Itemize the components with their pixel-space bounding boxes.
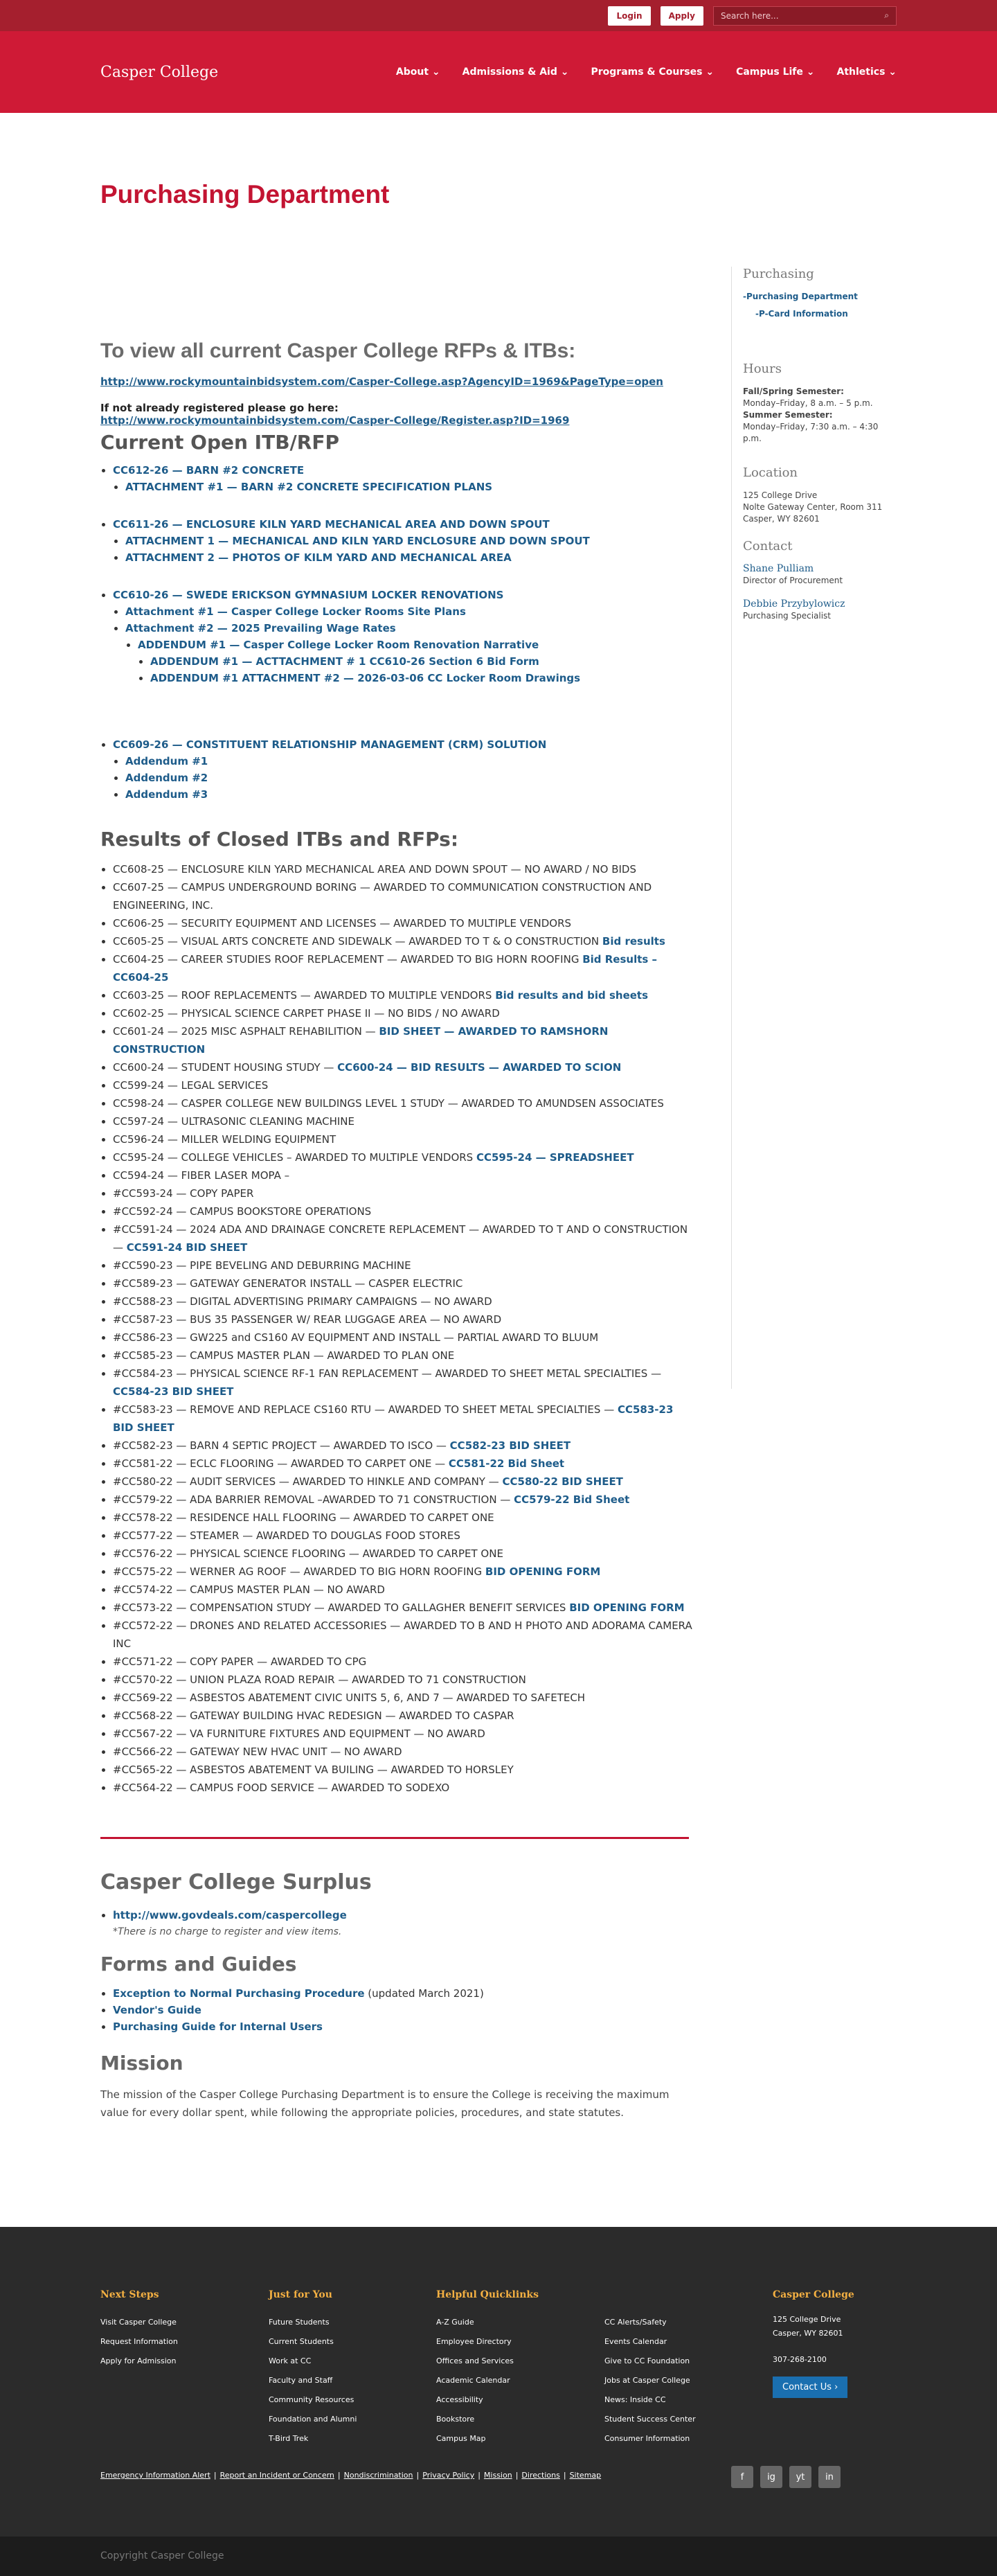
divider [100, 1837, 689, 1839]
footer-link[interactable]: T-Bird Trek [269, 2434, 309, 2443]
surplus-note: *There is no charge to register and view items. [113, 1926, 342, 1937]
list-item [125, 479, 692, 495]
closed-item-text: CC599-24 — LEGAL SERVICES [113, 1079, 269, 1092]
hours-fall-label: Fall/Spring Semester: [743, 387, 844, 396]
footer-heading: Helpful Quicklinks [436, 2289, 539, 2300]
list-item [125, 770, 692, 786]
nav-item[interactable]: Programs & Courses ⌄ [591, 66, 715, 78]
closed-item-text: CC607-25 — CAMPUS UNDERGROUND BORING — AWARDED TO COMMUNICATION CONSTRUCTION AND ENGINEERING, INC. [113, 881, 652, 912]
separator: | [515, 2471, 519, 2480]
bid-link[interactable]: BID SHEET — AWARDED TO RAMSHORN CONSTRUCTION [113, 1025, 609, 1056]
footer-heading: Just for You [269, 2289, 332, 2300]
closed-item-text: #CC579-22 — ADA BARRIER REMOVAL –AWARDED TO 71 CONSTRUCTION — [113, 1493, 514, 1506]
footer-link[interactable]: Offices and Services [436, 2356, 514, 2365]
list-item [113, 1671, 692, 1689]
list-item [113, 1473, 692, 1491]
closed-item-text: CC596-24 — MILLER WELDING EQUIPMENT [113, 1133, 336, 1146]
bid-link[interactable]: Bid results [602, 935, 665, 948]
itb-link[interactable]: CC611-26 — ENCLOSURE KILN YARD MECHANICAL AREA AND DOWN SPOUT [113, 518, 550, 531]
closed-item-text: CC598-24 — CASPER COLLEGE NEW BUILDINGS LEVEL 1 STUDY — AWARDED TO AMUNDSEN ASSOCIATES [113, 1097, 664, 1110]
forms-list [100, 1985, 692, 2035]
itb-link[interactable]: CC610-26 — SWEDE ERICKSON GYMNASIUM LOCKER RENOVATIONS [113, 589, 504, 601]
closed-item-text: #CC575-22 — WERNER AG ROOF — AWARDED TO BIG HORN ROOFING [113, 1565, 485, 1578]
list-item [113, 1311, 692, 1329]
closed-item-text: #CC572-22 — DRONES AND RELATED ACCESSORIES — AWARDED TO B AND H PHOTO AND ADORAMA CAMERA INC [113, 1619, 692, 1650]
footer-bottom-links [100, 2471, 601, 2480]
list-item [113, 1527, 692, 1545]
list-item [113, 1184, 692, 1202]
closed-item-text: #CC588-23 — DIGITAL ADVERTISING PRIMARY CAMPAIGNS — NO AWARD [113, 1295, 492, 1308]
footer-quicklinks-2 [604, 2313, 696, 2449]
hours-fall: Monday–Friday, 8 a.m. – 5 p.m. [743, 398, 873, 408]
bid-link[interactable]: CC583-23 BID SHEET [113, 1403, 674, 1434]
closed-item-text: #CC584-23 — PHYSICAL SCIENCE RF-1 FAN REPLACEMENT — AWARDED TO SHEET METAL SPECIALTIES — [113, 1367, 662, 1380]
list-item [113, 1112, 692, 1130]
list-item [113, 2002, 692, 2018]
bid-link[interactable]: CC581-22 Bid Sheet [448, 1457, 565, 1470]
utility-bar [0, 0, 997, 31]
separator: | [563, 2471, 566, 2480]
bid-link[interactable]: Bid results and bid sheets [495, 989, 649, 1002]
closed-item-text: #CC591-24 — 2024 ADA AND DRAINAGE CONCRETE REPLACEMENT — AWARDED TO T AND O CONSTRUCTION — [113, 1223, 688, 1254]
closed-item-text: #CC573-22 — COMPENSATION STUDY — AWARDED TO GALLAGHER BENEFIT SERVICES [113, 1601, 570, 1614]
footer-link[interactable]: Student Success Center [604, 2415, 696, 2424]
list-item [113, 1985, 692, 2002]
attachment-link[interactable]: ADDENDUM #1 — Casper College Locker Room Renovation Narrative [138, 639, 539, 651]
nav-item[interactable]: Admissions & Aid ⌄ [462, 66, 569, 78]
footer-link[interactable]: Work at CC [269, 2356, 312, 2365]
site-header [0, 31, 997, 113]
footer-next-steps [100, 2289, 178, 2371]
closed-item-text: #CC566-22 — GATEWAY NEW HVAC UNIT — NO AWARD [113, 1746, 402, 1758]
footer-link[interactable]: Accessibility [436, 2395, 483, 2404]
attachment-link[interactable]: ATTACHMENT 1 — MECHANICAL AND KILN YARD ENCLOSURE AND DOWN SPOUT [125, 535, 590, 547]
footer-link[interactable]: Consumer Information [604, 2434, 690, 2443]
list-item [113, 1202, 692, 1220]
sidebar-link-pcard[interactable]: -P-Card Information [755, 309, 848, 319]
footer-link[interactable]: Future Students [269, 2318, 330, 2327]
address-line: Nolte Gateway Center, Room 311 [743, 502, 883, 512]
closed-item-text: CC603-25 — ROOF REPLACEMENTS — AWARDED TO MULTIPLE VENDORS [113, 989, 496, 1002]
closed-item-text: CC595-24 — COLLEGE VEHICLES – AWARDED TO MULTIPLE VENDORS [113, 1151, 476, 1164]
list-item [113, 1130, 692, 1148]
footer-link[interactable]: Current Students [269, 2337, 334, 2346]
list-item [113, 1617, 692, 1653]
rfp-heading: To view all current Casper College RFPs & ITBs: [100, 339, 576, 362]
closed-item-text: CC608-25 — ENCLOSURE KILN YARD MECHANICAL AREA AND DOWN SPOUT — NO AWARD / NO BIDS [113, 863, 636, 876]
bid-link[interactable]: CC595-24 — SPREADSHEET [476, 1151, 634, 1164]
list-item [113, 986, 692, 1004]
footer-quicklinks [436, 2289, 539, 2449]
list-item [113, 736, 692, 803]
closed-heading: Results of Closed ITBs and RFPs: [100, 828, 459, 851]
sidebar-link-purchasing[interactable]: -Purchasing Department [743, 292, 858, 301]
sidebar [731, 267, 886, 1389]
footer-contact [773, 2289, 854, 2398]
list-item [113, 1563, 692, 1581]
footer-link[interactable]: A-Z Guide [436, 2318, 474, 2327]
footer-link[interactable]: Community Resources [269, 2395, 354, 2404]
closed-item-text: #CC592-24 — CAMPUS BOOKSTORE OPERATIONS [113, 1205, 372, 1218]
closed-item-text: #CC577-22 — STEAMER — AWARDED TO DOUGLAS FOOD STORES [113, 1529, 460, 1542]
closed-item-text: #CC582-23 — BARN 4 SEPTIC PROJECT — AWARDED TO ISCO — [113, 1439, 450, 1452]
attachment-link[interactable]: ADDENDUM #1 ATTACHMENT #2 — 2026-03-06 CC Locker Room Drawings [150, 672, 581, 684]
bid-link[interactable]: BID OPENING FORM [485, 1565, 601, 1578]
address-line: 125 College Drive [743, 490, 818, 500]
contact-heading: Contact [743, 539, 793, 553]
attachment-link[interactable]: ADDENDUM #1 — ACTTACHMENT # 1 CC610-26 Section 6 Bid Form [150, 655, 539, 668]
attachment-link[interactable]: Addendum #3 [125, 788, 208, 801]
list-item [113, 587, 692, 686]
closed-item-text: #CC570-22 — UNION PLAZA ROAD REPAIR — AWARDED TO 71 CONSTRUCTION [113, 1673, 526, 1686]
footer-link[interactable]: Visit Casper College [100, 2318, 177, 2327]
address-line: Casper, WY 82601 [743, 514, 820, 524]
separator: | [416, 2471, 420, 2480]
list-item [113, 1094, 692, 1112]
closed-item-text: #CC586-23 — GW225 and CS160 AV EQUIPMENT AND INSTALL — PARTIAL AWARD TO BLUUM [113, 1331, 599, 1344]
footer-link[interactable]: CC Alerts/Safety [604, 2318, 667, 2327]
open-list [100, 462, 692, 803]
copyright: Copyright Casper College [0, 2537, 997, 2576]
itb-link[interactable]: CC612-26 — BARN #2 CONCRETE [113, 464, 305, 477]
closed-item-text: #CC569-22 — ASBESTOS ABATEMENT CIVIC UNITS 5, 6, AND 7 — AWARDED TO SAFETECH [113, 1691, 586, 1704]
bid-link[interactable]: BID OPENING FORM [569, 1601, 685, 1614]
closed-item-text: #CC587-23 — BUS 35 PASSENGER W/ REAR LUGGAGE AREA — NO AWARD [113, 1313, 502, 1326]
bid-link[interactable]: CC584-23 BID SHEET [113, 1385, 234, 1398]
list-item [113, 932, 692, 950]
bid-link[interactable]: CC600-24 — BID RESULTS — AWARDED TO SCION [337, 1061, 622, 1074]
closed-item-text: CC601-24 — 2025 MISC ASPHALT REHABILITION — [113, 1025, 379, 1038]
nav-item[interactable]: Campus Life ⌄ [736, 66, 815, 78]
closed-list [100, 860, 692, 1797]
list-item [113, 1022, 692, 1058]
closed-item-text: #CC574-22 — CAMPUS MASTER PLAN — NO AWARD [113, 1583, 385, 1596]
contact-title: Director of Procurement [743, 576, 843, 585]
hours-heading: Hours [743, 362, 782, 376]
attachment-link[interactable]: ATTACHMENT #1 — BARN #2 CONCRETE SPECIFICATION PLANS [125, 481, 493, 493]
list-item [113, 1148, 692, 1166]
social-yt-icon[interactable]: yt [789, 2466, 811, 2488]
search-icon[interactable]: ⌕ [884, 10, 889, 20]
footer-bottom-link[interactable]: Mission [483, 2471, 512, 2480]
footer-bottom-link[interactable]: Report an Incident or Concern [219, 2471, 334, 2480]
contact-name[interactable]: Debbie Przybylowicz [743, 598, 845, 610]
surplus-link[interactable]: http://www.govdeals.com/caspercollege [113, 1909, 347, 1921]
open-heading: Current Open ITB/RFP [100, 431, 339, 454]
forms-heading: Forms and Guides [100, 1953, 297, 1975]
footer-link[interactable]: Employee Directory [436, 2337, 512, 2346]
footer-bottom-link[interactable]: Privacy Policy [422, 2471, 475, 2480]
bid-link[interactable]: Bid Results – CC604-25 [113, 953, 658, 984]
list-item [113, 1455, 692, 1473]
footer-link[interactable]: Academic Calendar [436, 2376, 510, 2385]
footer-address: 125 College Drive [773, 2315, 841, 2324]
footer-link[interactable]: Give to CC Foundation [604, 2356, 690, 2365]
list-item [113, 1166, 692, 1184]
footer-link[interactable]: Events Calendar [604, 2337, 667, 2346]
list-item [125, 533, 692, 549]
list-item [113, 1779, 692, 1797]
closed-item-text: CC602-25 — PHYSICAL SCIENCE CARPET PHASE II — NO BIDS / NO AWARD [113, 1007, 500, 1020]
bid-link[interactable]: CC579-22 Bid Sheet [514, 1493, 630, 1506]
footer-link[interactable]: Jobs at Casper College [604, 2376, 690, 2385]
rfp-link[interactable]: http://www.rockymountainbidsystem.com/Casper-College.asp?AgencyID=1969&PageType=open [100, 375, 663, 388]
footer-phone: 307-268-2100 [773, 2355, 827, 2364]
list-item [125, 753, 692, 770]
closed-item-text: #CC578-22 — RESIDENCE HALL FLOORING — AWARDED TO CARPET ONE [113, 1511, 494, 1524]
contact-us-button[interactable]: Contact Us › [773, 2377, 847, 2398]
list-item [113, 1293, 692, 1311]
footer-address: Casper, WY 82601 [773, 2329, 843, 2338]
list-item [113, 1274, 692, 1293]
hours-summer-label: Summer Semester: [743, 410, 833, 420]
list-item [125, 549, 692, 566]
main-nav [396, 66, 897, 78]
social-ig-icon[interactable]: ig [760, 2466, 782, 2488]
list-item [113, 1365, 692, 1401]
closed-item-text: CC605-25 — VISUAL ARTS CONCRETE AND SIDEWALK — AWARDED TO T & O CONSTRUCTION [113, 935, 602, 948]
list-item [113, 1509, 692, 1527]
main-content [100, 339, 692, 2122]
social-links [731, 2466, 841, 2488]
closed-item-text: #CC585-23 — CAMPUS MASTER PLAN — AWARDED TO PLAN ONE [113, 1349, 455, 1362]
mission-text: The mission of the Casper College Purchasing Department is to ensure the College is receiving the maximum value for every dollar spent, while following the appropriate policies, procedures, and state statutes. [100, 2088, 670, 2119]
list-item [113, 1545, 692, 1563]
list-item [125, 620, 692, 637]
footer-link[interactable]: Foundation and Alumni [269, 2415, 357, 2424]
attachment-link[interactable]: Addendum #2 [125, 772, 208, 784]
closed-item-text: #CC571-22 — COPY PAPER — AWARDED TO CPG [113, 1655, 367, 1668]
location-heading: Location [743, 465, 798, 480]
closed-item-text: #CC581-22 — ECLC FLOORING — AWARDED TO CARPET ONE — [113, 1457, 449, 1470]
social-in-icon[interactable]: in [818, 2466, 841, 2488]
list-item [113, 1707, 692, 1725]
list-item [113, 462, 692, 495]
attachment-link[interactable]: Addendum #1 [125, 755, 208, 767]
footer-link[interactable]: Apply for Admission [100, 2356, 177, 2365]
list-item [113, 860, 692, 878]
bid-link[interactable]: CC582-23 BID SHEET [449, 1439, 571, 1452]
mission-heading: Mission [100, 2052, 183, 2075]
closed-item-text: #CC568-22 — GATEWAY BUILDING HVAC REDESIGN — AWARDED TO CASPAR [113, 1709, 514, 1722]
attachment-link[interactable]: Attachment #1 — Casper College Locker Rooms Site Plans [125, 605, 466, 618]
apply-button[interactable]: Apply [661, 6, 703, 26]
closed-item-text: #CC590-23 — PIPE BEVELING AND DEBURRING MACHINE [113, 1259, 411, 1272]
footer-link[interactable]: Request Information [100, 2337, 178, 2346]
list-item [150, 670, 692, 686]
list-item [113, 1761, 692, 1779]
list-item [113, 914, 692, 932]
closed-item-text: CC600-24 — STUDENT HOUSING STUDY — [113, 1061, 338, 1074]
footer-just-for-you [269, 2289, 357, 2449]
itb-link[interactable]: CC609-26 — CONSTITUENT RELATIONSHIP MANAGEMENT (CRM) SOLUTION [113, 738, 547, 751]
list-item [113, 1256, 692, 1274]
closed-item-text: #CC564-22 — CAMPUS FOOD SERVICE — AWARDED TO SODEXO [113, 1782, 450, 1794]
closed-item-text: CC597-24 — ULTRASONIC CLEANING MACHINE [113, 1115, 354, 1128]
list-item [125, 603, 692, 620]
list-item [113, 878, 692, 914]
logo[interactable]: Casper College [100, 63, 219, 81]
list-item [113, 1076, 692, 1094]
list-item [125, 786, 692, 803]
list-item [113, 1004, 692, 1022]
sidebar-purchasing-heading: Purchasing [743, 267, 814, 281]
nav-item[interactable]: Athletics ⌄ [836, 66, 897, 78]
list-item [113, 1347, 692, 1365]
attachment-link[interactable]: ATTACHMENT 2 — PHOTOS OF KILM YARD AND MECHANICAL AREA [125, 551, 512, 564]
bid-link[interactable]: CC591-24 BID SHEET [126, 1241, 248, 1254]
closed-item-text: CC606-25 — SECURITY EQUIPMENT AND LICENSES — AWARDED TO MULTIPLE VENDORS [113, 917, 572, 930]
search-input[interactable]: Search here... ⌕ [713, 6, 897, 26]
footer-link[interactable]: Faculty and Staff [269, 2376, 333, 2385]
closed-item-text: CC604-25 — CAREER STUDIES ROOF REPLACEMENT — AWARDED TO BIG HORN ROOFING [113, 953, 583, 966]
nav-item[interactable]: About ⌄ [395, 66, 440, 78]
register-label: If not already registered please go here: [100, 402, 339, 414]
separator: | [337, 2471, 341, 2480]
footer-bottom-link[interactable]: Directions [521, 2471, 560, 2480]
list-item [113, 516, 692, 566]
footer-link[interactable]: Campus Map [436, 2434, 486, 2443]
closed-item-text: #CC576-22 — PHYSICAL SCIENCE FLOORING — AWARDED TO CARPET ONE [113, 1547, 503, 1560]
form-link[interactable]: Purchasing Guide for Internal Users [113, 2020, 323, 2033]
footer [0, 2227, 997, 2537]
separator: | [478, 2471, 480, 2480]
page-title: Purchasing Department [100, 180, 390, 208]
footer-link[interactable]: News: Inside CC [604, 2395, 666, 2404]
closed-item-text: #CC593-24 — COPY PAPER [113, 1187, 254, 1200]
footer-bottom-link[interactable]: Nondiscrimination [343, 2471, 413, 2480]
bid-link[interactable]: CC580-22 BID SHEET [502, 1475, 623, 1488]
list-item [150, 653, 692, 670]
list-item [113, 1689, 692, 1707]
list-item [113, 1725, 692, 1743]
closed-item-text: #CC567-22 — VA FURNITURE FIXTURES AND EQUIPMENT — NO AWARD [113, 1727, 485, 1740]
separator: | [213, 2471, 217, 2480]
list-item [113, 1491, 692, 1509]
closed-item-text: #CC583-23 — REMOVE AND REPLACE CS160 RTU — AWARDED TO SHEET METAL SPECIALTIES — [113, 1403, 618, 1416]
footer-contact-heading: Casper College [773, 2289, 854, 2300]
list-item [113, 1329, 692, 1347]
list-item [113, 1401, 692, 1437]
form-link[interactable]: Exception to Normal Purchasing Procedure [113, 1987, 365, 2000]
list-item [113, 1058, 692, 1076]
footer-heading: Next Steps [100, 2289, 159, 2300]
list-item [113, 1599, 692, 1617]
form-link[interactable]: Vendor's Guide [113, 2004, 201, 2016]
list-item [113, 1653, 692, 1671]
attachment-link[interactable]: Attachment #2 — 2025 Prevailing Wage Rates [125, 622, 396, 634]
list-item [138, 637, 692, 653]
form-note: (updated March 2021) [364, 1987, 484, 2000]
footer-bottom-link[interactable]: Sitemap [569, 2471, 602, 2480]
contact-name[interactable]: Shane Pulliam [743, 563, 814, 574]
closed-item-text: #CC565-22 — ASBESTOS ABATEMENT VA BUILING — AWARDED TO HORSLEY [113, 1764, 514, 1776]
footer-link[interactable]: Bookstore [436, 2415, 475, 2424]
list-item [113, 1743, 692, 1761]
login-button[interactable]: Login [608, 6, 650, 26]
list-item [113, 950, 692, 986]
hours-summer: Monday–Friday, 7:30 a.m. – 4:30 p.m. [743, 422, 879, 443]
footer-bottom-link[interactable]: Emergency Information Alert [100, 2471, 210, 2480]
register-link[interactable]: http://www.rockymountainbidsystem.com/Casper-College/Register.asp?ID=1969 [100, 414, 570, 427]
contact-title: Purchasing Specialist [743, 611, 832, 621]
closed-item-text: #CC589-23 — GATEWAY GENERATOR INSTALL — CASPER ELECTRIC [113, 1277, 463, 1290]
list-item [113, 2018, 692, 2035]
closed-item-text: #CC580-22 — AUDIT SERVICES — AWARDED TO HINKLE AND COMPANY — [113, 1475, 503, 1488]
list-item [113, 1437, 692, 1455]
closed-item-text: CC594-24 — FIBER LASER MOPA – [113, 1169, 290, 1182]
list-item [113, 1581, 692, 1599]
surplus-heading: Casper College Surplus [100, 1870, 372, 1894]
social-f-icon[interactable]: f [731, 2466, 753, 2488]
list-item [113, 1220, 692, 1256]
